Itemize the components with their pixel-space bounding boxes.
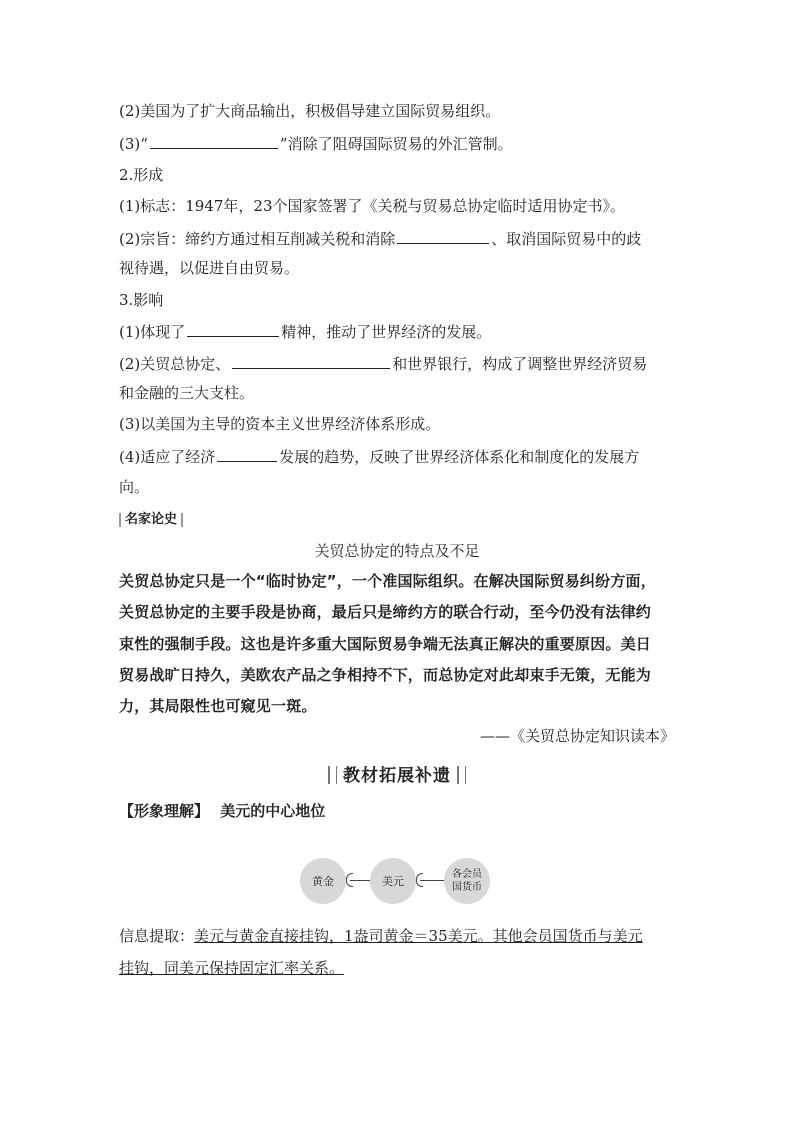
- item-text: 精神，推动了世界经济的发展。: [281, 323, 492, 341]
- quote-line: 束性的强制手段。这也是许多重大国际贸易争端无法真正解决的重要原因。美日: [119, 635, 652, 653]
- item-impact-1: [119, 321, 491, 342]
- item-text: (3)“: [119, 135, 148, 153]
- item-2-3: [119, 133, 513, 154]
- item-impact-4: [119, 446, 639, 467]
- item-impact-2: [119, 353, 647, 374]
- item-formation-1: [119, 196, 625, 216]
- banner-text: 教材拓展补遗: [343, 766, 451, 786]
- item-impact-2-cont: [119, 383, 254, 403]
- link-line-1: [350, 880, 370, 881]
- fill-blank: [232, 353, 390, 369]
- item-impact-4-cont: [119, 477, 149, 497]
- banner-bars-right: [457, 766, 466, 784]
- item-text: (3)以美国为主导的资本主义世界经济体系形成。: [119, 415, 441, 433]
- node-member-currency: 各会员国货币: [444, 858, 490, 904]
- item-text: (1)标志：1947年，23个国家签署了《关税与贸易总协定临时适用协定书》。: [119, 197, 626, 215]
- fill-blank: [397, 228, 489, 244]
- info-line-1: [119, 926, 643, 946]
- item-2-2: [119, 101, 500, 121]
- concept-tag: 【形象理解】: [119, 802, 210, 820]
- info-prefix: 信息提取：: [119, 927, 195, 945]
- section-banner: [0, 761, 794, 786]
- label-text: 名家论史: [125, 512, 178, 527]
- item-text: (4)适应了经济: [119, 448, 216, 466]
- node-dollar: 美元: [370, 858, 416, 904]
- concept-title: 美元的中心地位: [220, 802, 326, 820]
- item-text: 、取消国际贸易中的歧: [491, 230, 642, 248]
- item-text: ”消除了阻碍国际贸易的外汇管制。: [279, 135, 513, 153]
- item-text: (2)美国为了扩大商品输出，积极倡导建立国际贸易组织。: [119, 102, 501, 120]
- quote-source: ——《关贸总协定知识读本》: [479, 727, 675, 745]
- fill-blank: [187, 321, 279, 337]
- item-text: 和金融的三大支柱。: [119, 384, 255, 402]
- item-text: 和世界银行，构成了调整世界经济贸易: [392, 355, 648, 373]
- heading-text: 2.形成: [119, 166, 164, 184]
- item-formation-2-cont: [119, 258, 299, 278]
- quote-line: 关贸总协定的主要手段是协商，最后只是缔约方的联合行动，至今仍没有法律约: [119, 603, 652, 621]
- label-bar-left: [119, 513, 121, 527]
- item-text: 视待遇，以促进自由贸易。: [119, 259, 300, 277]
- item-text: (2)关贸总协定、: [119, 355, 231, 373]
- banner-bars-left: [328, 766, 337, 784]
- quote-line: 关贸总协定只是一个“临时协定”，一个准国际组织。在解决国际贸易纠纷方面，: [119, 572, 656, 590]
- item-text: 向。: [119, 478, 150, 496]
- item-formation-2: [119, 228, 641, 249]
- item-impact-3: [119, 414, 440, 434]
- dollar-diagram: [300, 858, 500, 914]
- node-gold: 黄金: [300, 858, 346, 904]
- section-heading-formation: [119, 165, 163, 185]
- famous-label: [119, 511, 183, 529]
- item-text: 发展的趋势，反映了世界经济体系化和制度化的发展方: [279, 448, 640, 466]
- item-text: (1)体现了: [119, 323, 186, 341]
- section-heading-impact: [119, 290, 163, 310]
- famous-title: 关贸总协定的特点及不足: [314, 542, 480, 560]
- concept-heading: [119, 800, 325, 821]
- item-text: (2)宗旨：缔约方通过相互削减关税和消除: [119, 230, 396, 248]
- info-text: 挂钩，同美元保持固定汇率关系。: [119, 959, 345, 977]
- link-line-2: [420, 880, 444, 881]
- quote-line: 贸易战旷日持久，美欧农产品之争相持不下，而总协定对此却束手无策，无能为: [119, 666, 652, 684]
- heading-text: 3.影响: [119, 291, 164, 309]
- fill-blank: [150, 133, 278, 149]
- quote-line: 力，其局限性也可窥见一斑。: [119, 697, 317, 715]
- info-line-2: [119, 958, 344, 978]
- label-bar-right: [181, 513, 183, 527]
- fill-blank: [217, 446, 277, 462]
- info-text: 美元与黄金直接挂钩，1盎司黄金＝35美元。其他会员国货币与美元: [194, 927, 643, 945]
